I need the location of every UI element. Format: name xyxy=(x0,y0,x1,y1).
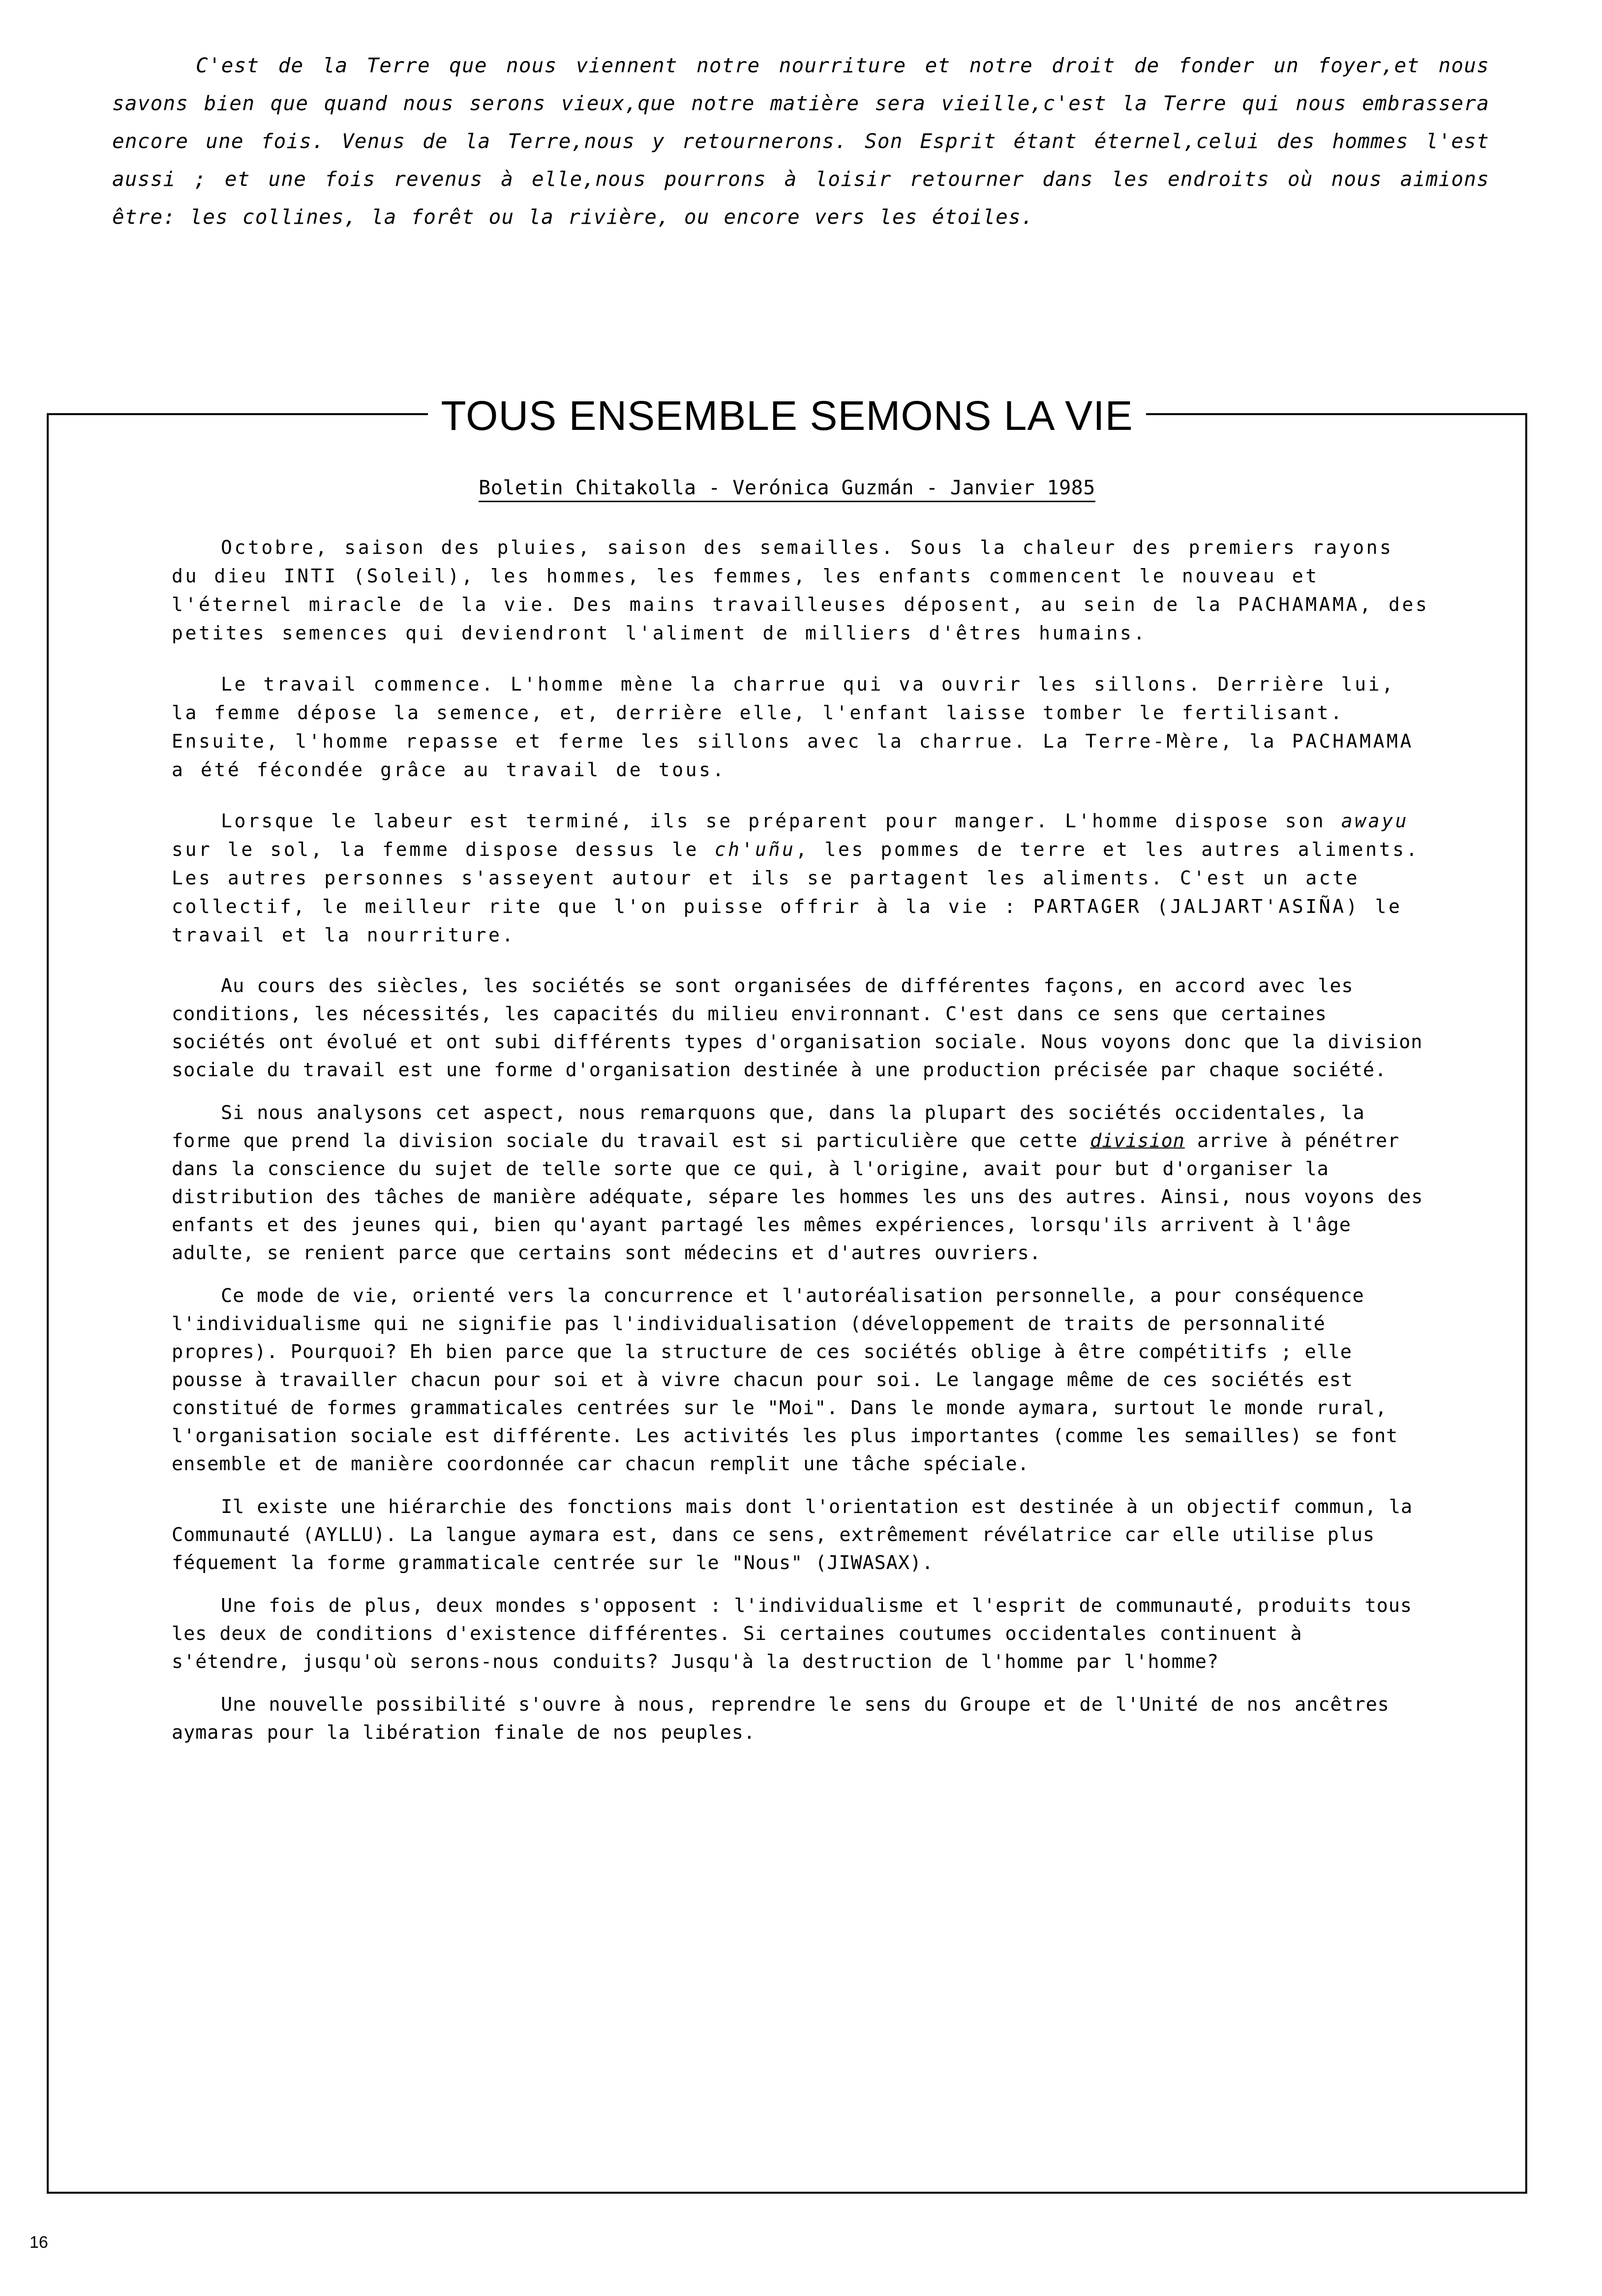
paragraph-9 xyxy=(172,1691,1431,1747)
page-title: TOUS ENSEMBLE SEMONS LA VIE xyxy=(428,392,1146,439)
paragraph-lead: Lorsque le labeur est terminé, ils se préparent pour manger. L'homme dispose son xyxy=(221,810,1341,832)
article-byline xyxy=(49,477,1525,499)
paragraph-6 xyxy=(172,1282,1431,1478)
paragraph-8 xyxy=(172,1592,1431,1676)
article-frame xyxy=(47,413,1527,2194)
paragraph-lead: Si nous analysons cet aspect, nous remarquons que, dans la plupart des sociétés occidentales, la forme que prend la division sociale du travail est si particulière que cette xyxy=(172,1102,1365,1152)
term-division: division xyxy=(1090,1130,1185,1152)
byline-text: Boletin Chitakolla - Verónica Guzmán - Janvier 1985 xyxy=(479,477,1095,502)
paragraph-5-division xyxy=(172,1099,1431,1267)
paragraph-7 xyxy=(172,1493,1431,1577)
paragraph-3-awayu xyxy=(172,807,1431,949)
paragraph-1 xyxy=(172,533,1431,647)
article-body xyxy=(172,533,1431,1761)
paragraph-text: Le travail commence. L'homme mène la charrue qui va ouvrir les sillons. Derrière lui, la femme dépose la semence, et, derrière elle, l'enfant laisse tomber le fertilisant. Ensuite, l'homme repasse et ferme les sillons avec la charrue. La Terre-Mère, la PACHAMAMA a été fécondée grâce au travail de tous. xyxy=(172,673,1414,781)
paragraph-tail: arrive à pénétrer dans la conscience du sujet de telle sorte que ce qui, à l'origine, avait pour but d'organiser la distribution des tâches de manière adéquate, sépare les hommes les uns des autres. Ainsi, nous voyons des enfants et des jeunes qui, bien qu'ayant partagé les mêmes expériences, lorsqu'ils arrivent à l'âge adulte, se renient parce que certains sont médecins et d'autres ouvriers. xyxy=(172,1130,1423,1264)
paragraph-text: Octobre, saison des pluies, saison des semailles. Sous la chaleur des premiers rayons du dieu INTI (Soleil), les hommes, les femmes, les enfants commencent le nouveau et l'éternel miracle de la vie. Des mains travailleuses déposent, au sein de la PACHAMAMA, des petites semences qui deviendront l'aliment de milliers d'êtres humains. xyxy=(172,537,1429,644)
intro-text-block xyxy=(112,47,1489,236)
paragraph-text: Ce mode de vie, orienté vers la concurrence et l'autoréalisation personnelle, a pour conséquence l'individualisme qui ne signifie pas l'individualisation (développement de traits de personnalité propres). Pourquoi? Eh bien parce que la structure de ces sociétés oblige à être compétitifs ; elle pousse à travailler chacun pour soi et à vivre chacun pour soi. Le langage même de ces sociétés est constitué de formes grammaticales centrées sur le "Moi". Dans le monde aymara, surtout le monde rural, l'organisation sociale est différente. Les activités les plus importantes (comme les semailles) se font ensemble et de manière coordonnée car chacun remplit une tâche spéciale. xyxy=(172,1285,1398,1475)
term-chunu: ch'uñu xyxy=(714,839,796,860)
paragraph-text: Une nouvelle possibilité s'ouvre à nous, reprendre le sens du Groupe et de l'Unité de nos ancêtres aymaras pour la libération finale de nos peuples. xyxy=(172,1693,1390,1744)
term-awayu: awayu xyxy=(1341,810,1409,832)
page-number: 16 xyxy=(30,2233,48,2252)
paragraph-text: Une fois de plus, deux mondes s'opposent : l'individualisme et l'esprit de communauté, produits tous les deux de conditions d'existence différentes. Si certaines coutumes occidentales continuent à s'étendre, jusqu'où serons-nous conduits? Jusqu'à la destruction de l'homme par l'homme? xyxy=(172,1595,1412,1673)
paragraph-2 xyxy=(172,670,1431,784)
paragraph-text: Au cours des siècles, les sociétés se sont organisées de différentes façons, en accord avec les conditions, les nécessités, les capacités du milieu environnant. C'est dans ce sens que certaines sociétés ont évolué et ont subi différents types d'organisation sociale. Nous voyons donc que la division sociale du travail est une forme d'organisation destinée à une production précisée par chaque société. xyxy=(172,975,1423,1081)
intro-paragraph: C'est de la Terre que nous viennent notre nourriture et notre droit de fonder un foyer,et nous savons bien que quand nous serons vieux,que notre matière sera vieille,c'est la Terre qui nous embrassera encore une fois. Venus de la Terre,nous y retournerons. Son Esprit étant éternel,celui des hommes l'est aussi ; et une fois revenus à elle,nous pourrons à loisir retourner dans les endroits où nous aimions être: les collines, la forêt ou la rivière, ou encore vers les étoiles. xyxy=(112,54,1489,229)
paragraph-tail: , les pommes de terre et les autres aliments. Les autres personnes s'asseyent autour et ils se partagent les aliments. C'est un acte collectif, le meilleur rite que l'on puisse offrir à la vie : PARTAGER (JALJART'ASIÑA) le travail et la nourriture. xyxy=(172,839,1420,946)
paragraph-4 xyxy=(172,972,1431,1084)
paragraph-text: Il existe une hiérarchie des fonctions mais dont l'orientation est destinée à un objectif commun, la Communauté (AYLLU). La langue aymara est, dans ce sens, extrêmement révélatrice car elle utilise plus féquement la forme grammaticale centrée sur le "Nous" (JIWASAX). xyxy=(172,1496,1413,1574)
paragraph-mid: sur le sol, la femme dispose dessus le xyxy=(172,839,715,860)
